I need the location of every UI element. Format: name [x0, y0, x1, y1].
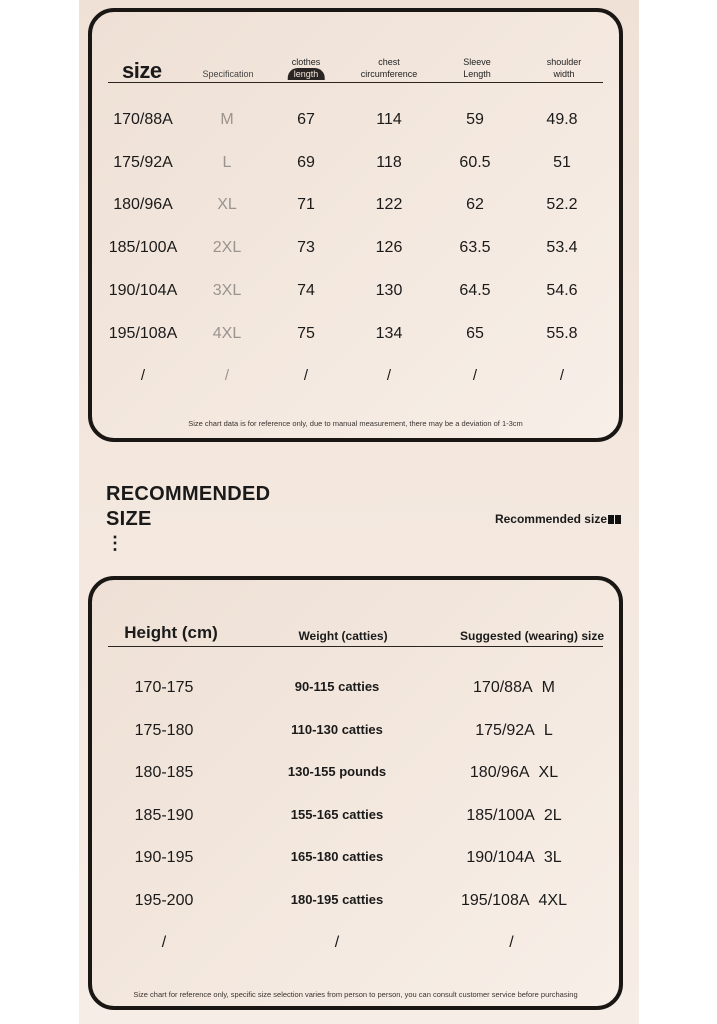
- table-row: [92, 892, 619, 912]
- cell-spec: L: [222, 153, 232, 171]
- header-clothes-line2: length: [288, 68, 325, 80]
- recommended-table-header: [108, 620, 603, 647]
- vertical-dots-icon: ⋮: [106, 533, 124, 553]
- suggested-size-code: 170/88A: [473, 679, 533, 696]
- header-height: Height (cm): [124, 623, 218, 642]
- table-row: [92, 239, 619, 259]
- cell-sleeve: 59: [466, 111, 484, 128]
- table-row: [92, 934, 619, 954]
- cell-height: 170-175: [134, 679, 194, 696]
- table-row: [92, 807, 619, 827]
- cell-chest: 130: [375, 281, 403, 299]
- size-chart-card: [88, 8, 623, 442]
- cell-suggested-size: [466, 849, 561, 867]
- cell-size: 185/100A: [108, 239, 178, 257]
- cell-sleeve: 64.5: [459, 281, 491, 299]
- cell-length: 75: [297, 324, 315, 342]
- cell-height: 185-190: [134, 806, 194, 824]
- cell-weight: /: [334, 934, 340, 951]
- suggested-size-code: 185/100A: [466, 806, 535, 824]
- header-chest-circumference: [361, 56, 418, 80]
- cell-chest: 134: [375, 324, 403, 342]
- cell-height: 175-180: [134, 721, 194, 739]
- cell-suggested-size: [509, 934, 522, 952]
- header-shoulder-line2: width: [553, 69, 575, 79]
- cell-length: 73: [297, 239, 315, 257]
- cell-weight: 130-155 pounds: [287, 764, 387, 779]
- cell-size: 195/108A: [108, 324, 178, 342]
- header-size: size: [122, 58, 162, 83]
- cell-shoulder: 54.6: [546, 281, 578, 299]
- recommended-title: [106, 482, 270, 532]
- header-sleeve-line2: Length: [463, 69, 491, 79]
- cell-size: 190/104A: [108, 281, 178, 299]
- cell-size: 170/88A: [113, 111, 173, 128]
- cell-shoulder: 53.4: [546, 239, 578, 257]
- recommended-size-label: [495, 512, 621, 526]
- cell-suggested-size: [461, 892, 567, 910]
- recommended-size-card: [88, 576, 623, 1010]
- table-row: [92, 367, 619, 387]
- cell-suggested-size: [473, 679, 555, 697]
- cell-weight: 90-115 catties: [294, 679, 380, 694]
- cell-spec: XL: [217, 196, 237, 214]
- suggested-size-letter: XL: [538, 764, 559, 781]
- recommended-title-line1: RECOMMENDED: [106, 483, 271, 505]
- header-clothes-length: [288, 56, 325, 80]
- suggested-size-code: 195/108A: [461, 891, 530, 909]
- cell-shoulder: 52.2: [546, 196, 578, 214]
- suggested-size-letter: M: [541, 679, 555, 696]
- cell-size: /: [140, 367, 146, 385]
- cell-size: 180/96A: [113, 196, 173, 214]
- cell-suggested-size: [470, 764, 558, 782]
- cell-shoulder: 51: [553, 153, 571, 171]
- table-row: [92, 282, 619, 302]
- cell-length: 67: [297, 111, 315, 128]
- suggested-size-code: 190/104A: [466, 849, 535, 866]
- table-row: [92, 111, 619, 131]
- cell-chest: 118: [376, 153, 402, 171]
- cell-spec: 4XL: [212, 324, 242, 342]
- suggested-size-letter: L: [543, 721, 553, 739]
- header-clothes-line1: clothes: [291, 57, 321, 67]
- header-weight: Weight (catties): [298, 629, 388, 643]
- table-row: [92, 679, 619, 699]
- cell-length: /: [303, 367, 309, 385]
- header-shoulder-width: [547, 56, 582, 80]
- cell-sleeve: /: [472, 367, 478, 385]
- cell-suggested-size: [466, 807, 561, 825]
- recommended-note: Size chart for reference only, specific size selection varies from person to person, you can consult customer service before purchasing: [133, 990, 578, 999]
- suggested-size-code: 175/92A: [475, 721, 535, 739]
- cell-height: 195-200: [134, 891, 194, 909]
- cell-sleeve: 60.5: [459, 153, 491, 171]
- suggested-size-code: 180/96A: [469, 764, 530, 781]
- cell-weight: 110-130 catties: [291, 721, 383, 737]
- table-row: [92, 154, 619, 174]
- cell-chest: 126: [375, 239, 403, 257]
- recommended-size-text: Recommended size: [494, 512, 607, 526]
- missing-glyph-icon: [608, 515, 614, 524]
- cell-height: 180-185: [134, 764, 194, 781]
- suggested-size-letter: 2L: [543, 806, 562, 824]
- missing-glyph-icon: [615, 515, 621, 524]
- cell-weight: 180-195 catties: [290, 891, 384, 907]
- cell-weight: 155-165 catties: [290, 806, 384, 822]
- cell-length: 69: [297, 153, 315, 171]
- header-specification: Specification: [202, 69, 254, 79]
- cell-shoulder: /: [559, 367, 565, 385]
- suggested-size-code: /: [509, 934, 514, 951]
- table-row: [92, 722, 619, 742]
- cell-sleeve: 63.5: [459, 239, 491, 257]
- cell-suggested-size: [475, 722, 553, 740]
- cell-size: 175/92A: [113, 153, 173, 171]
- header-shoulder-line1: shoulder: [546, 57, 582, 67]
- cell-spec: 3XL: [212, 281, 242, 299]
- table-row: [92, 196, 619, 216]
- table-row: [92, 325, 619, 345]
- cell-spec: M: [220, 111, 234, 128]
- table-row: [92, 764, 619, 784]
- size-guide-page: [79, 0, 639, 1024]
- cell-chest: 114: [376, 111, 402, 128]
- table-row: [92, 849, 619, 869]
- size-chart-note: Size chart data is for reference only, due to manual measurement, there may be a deviation of 1-3cm: [188, 419, 523, 428]
- suggested-size-letter: 4XL: [538, 891, 567, 909]
- header-suggested-size: Suggested (wearing) size: [459, 629, 605, 643]
- header-chest-line1: chest: [378, 57, 400, 67]
- size-chart-header: [108, 42, 603, 83]
- cell-weight: 165-180 catties: [290, 849, 384, 864]
- cell-chest: 122: [375, 196, 403, 214]
- header-sleeve-length: [463, 56, 491, 80]
- cell-length: 74: [297, 281, 315, 299]
- cell-spec: /: [224, 367, 230, 385]
- recommended-title-line2: SIZE: [106, 508, 152, 530]
- cell-sleeve: 62: [466, 196, 484, 214]
- cell-height: /: [161, 934, 167, 951]
- header-chest-line2: circumference: [360, 69, 418, 79]
- cell-shoulder: 55.8: [546, 324, 578, 342]
- cell-sleeve: 65: [466, 324, 484, 342]
- cell-spec: 2XL: [212, 239, 242, 257]
- header-sleeve-line1: Sleeve: [463, 57, 491, 67]
- suggested-size-letter: 3L: [543, 849, 562, 866]
- cell-height: 190-195: [134, 849, 194, 866]
- cell-chest: /: [386, 367, 392, 385]
- cell-shoulder: 49.8: [546, 111, 578, 128]
- cell-length: 71: [297, 196, 315, 214]
